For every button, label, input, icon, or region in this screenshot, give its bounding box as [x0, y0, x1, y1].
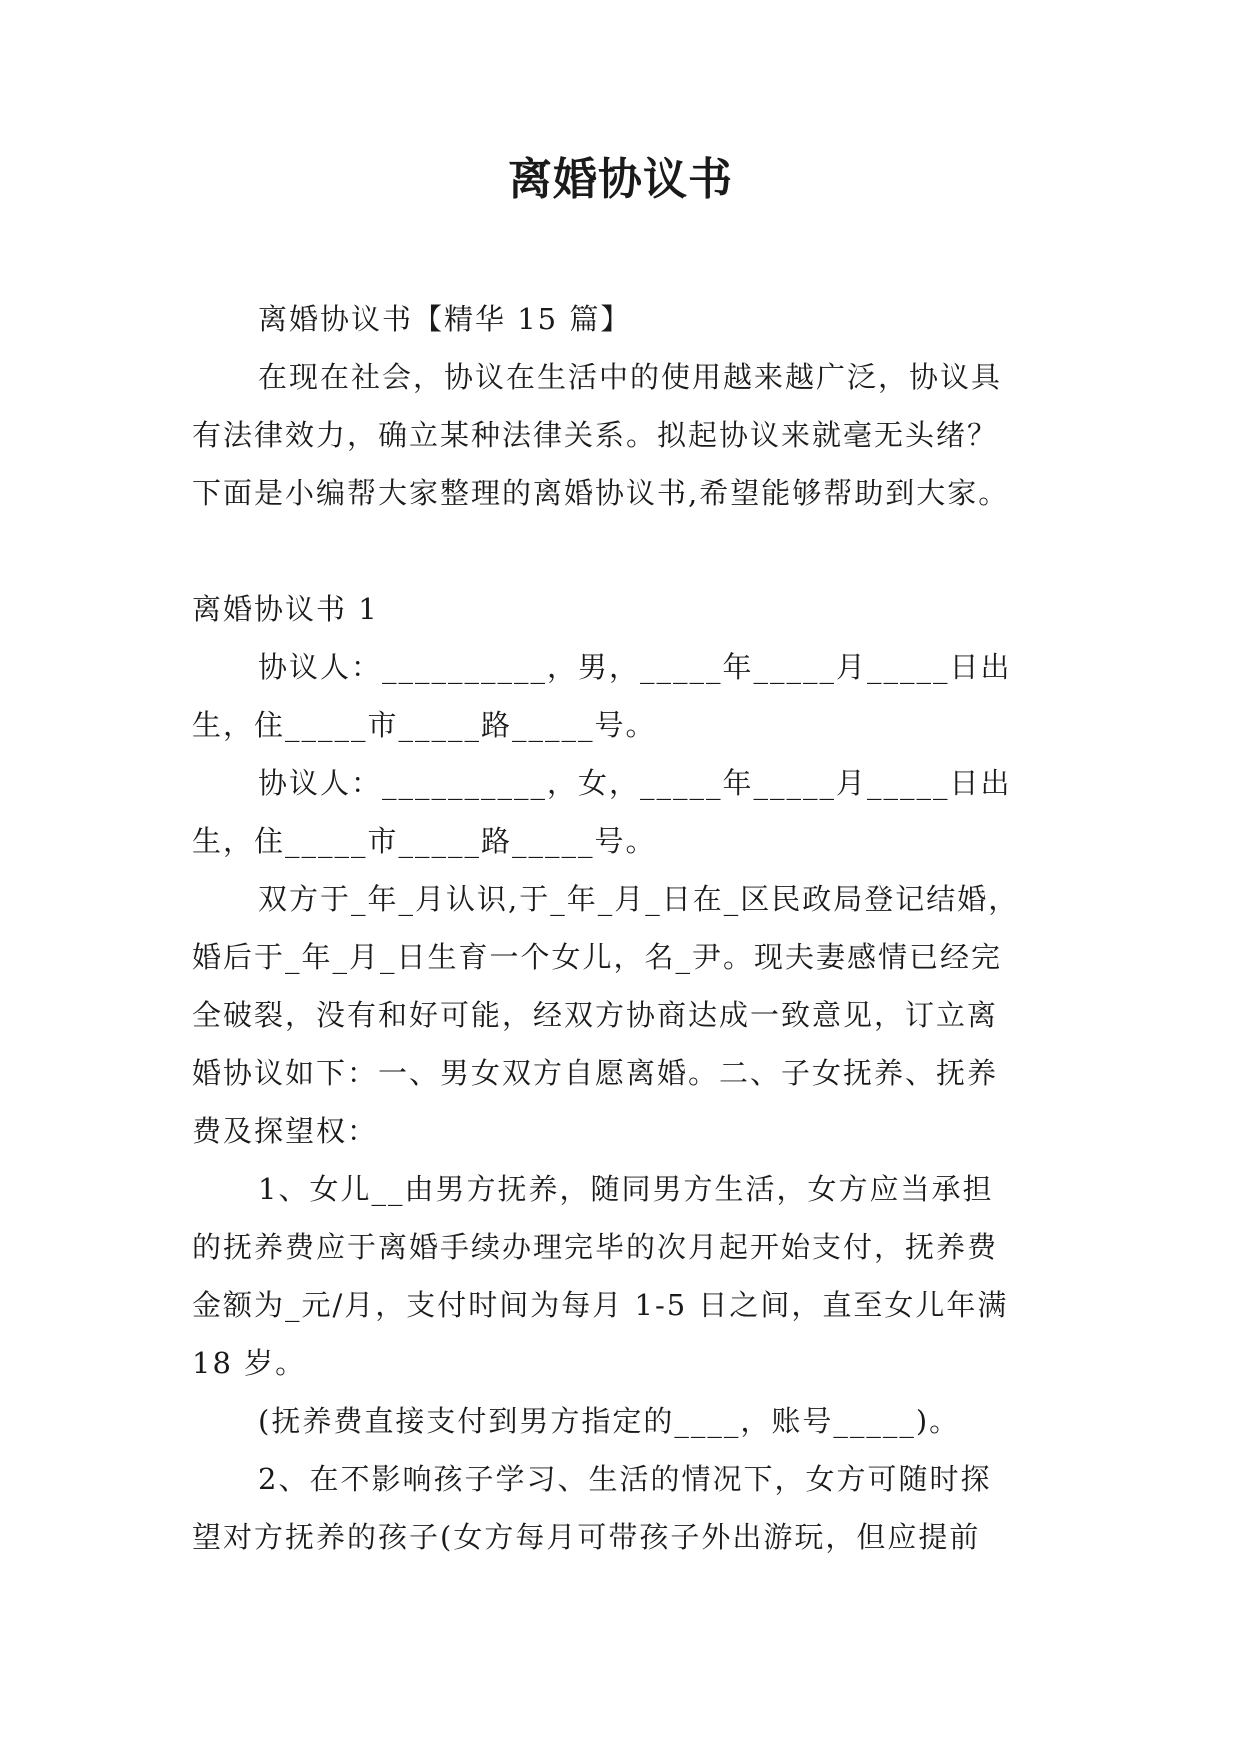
blank-line	[192, 522, 1052, 580]
text-line: 18 岁。	[192, 1346, 307, 1380]
text-line: 协议人：__________，女，_____年_____月_____日出	[258, 766, 1012, 800]
document-title: 离婚协议书	[508, 154, 733, 205]
text-line: 婚协议如下：一、男女双方自愿离婚。二、子女抚养、抚养	[192, 1056, 999, 1090]
text-line: 金额为_元/月，支付时间为每月 1-5 日之间，直至女儿年满	[192, 1288, 1009, 1322]
text-line: 费及探望权：	[192, 1114, 379, 1148]
text-line: 协议人：__________，男，_____年_____月_____日出	[258, 650, 1012, 684]
text-line: 有法律效力，确立某种法律关系。拟起协议来就毫无头绪？	[192, 418, 999, 452]
text-line: 望对方抚养的孩子(女方每月可带孩子外出游玩，但应提前	[192, 1520, 981, 1554]
document-body	[192, 290, 1052, 1566]
text-line: 离婚协议书 1	[192, 592, 379, 626]
text-line: (抚养费直接支付到男方指定的____，账号_____)。	[258, 1404, 961, 1438]
text-line: 双方于_年_月认识,于_年_月_日在_区民政局登记结婚，	[258, 882, 1020, 916]
text-line: 生，住_____市_____路_____号。	[192, 708, 657, 742]
text-line: 下面是小编帮大家整理的离婚协议书,希望能够帮助到大家。	[192, 476, 1010, 510]
text-line: 在现在社会，协议在生活中的使用越来越广泛，协议具	[258, 360, 1003, 394]
text-line: 婚后于_年_月_日生育一个女儿，名_尹。现夫妻感情已经完	[192, 940, 1003, 974]
text-line: 2、在不影响孩子学习、生活的情况下，女方可随时探	[258, 1462, 992, 1496]
text-line: 的抚养费应于离婚手续办理完毕的次月起开始支付，抚养费	[192, 1230, 999, 1264]
text-line: 生，住_____市_____路_____号。	[192, 824, 657, 858]
text-line: 全破裂，没有和好可能，经双方协商达成一致意见，订立离	[192, 998, 999, 1032]
text-line: 离婚协议书【精华 15 篇】	[258, 302, 632, 336]
text-line: 1、女儿__由男方抚养，随同男方生活，女方应当承担	[258, 1172, 994, 1206]
